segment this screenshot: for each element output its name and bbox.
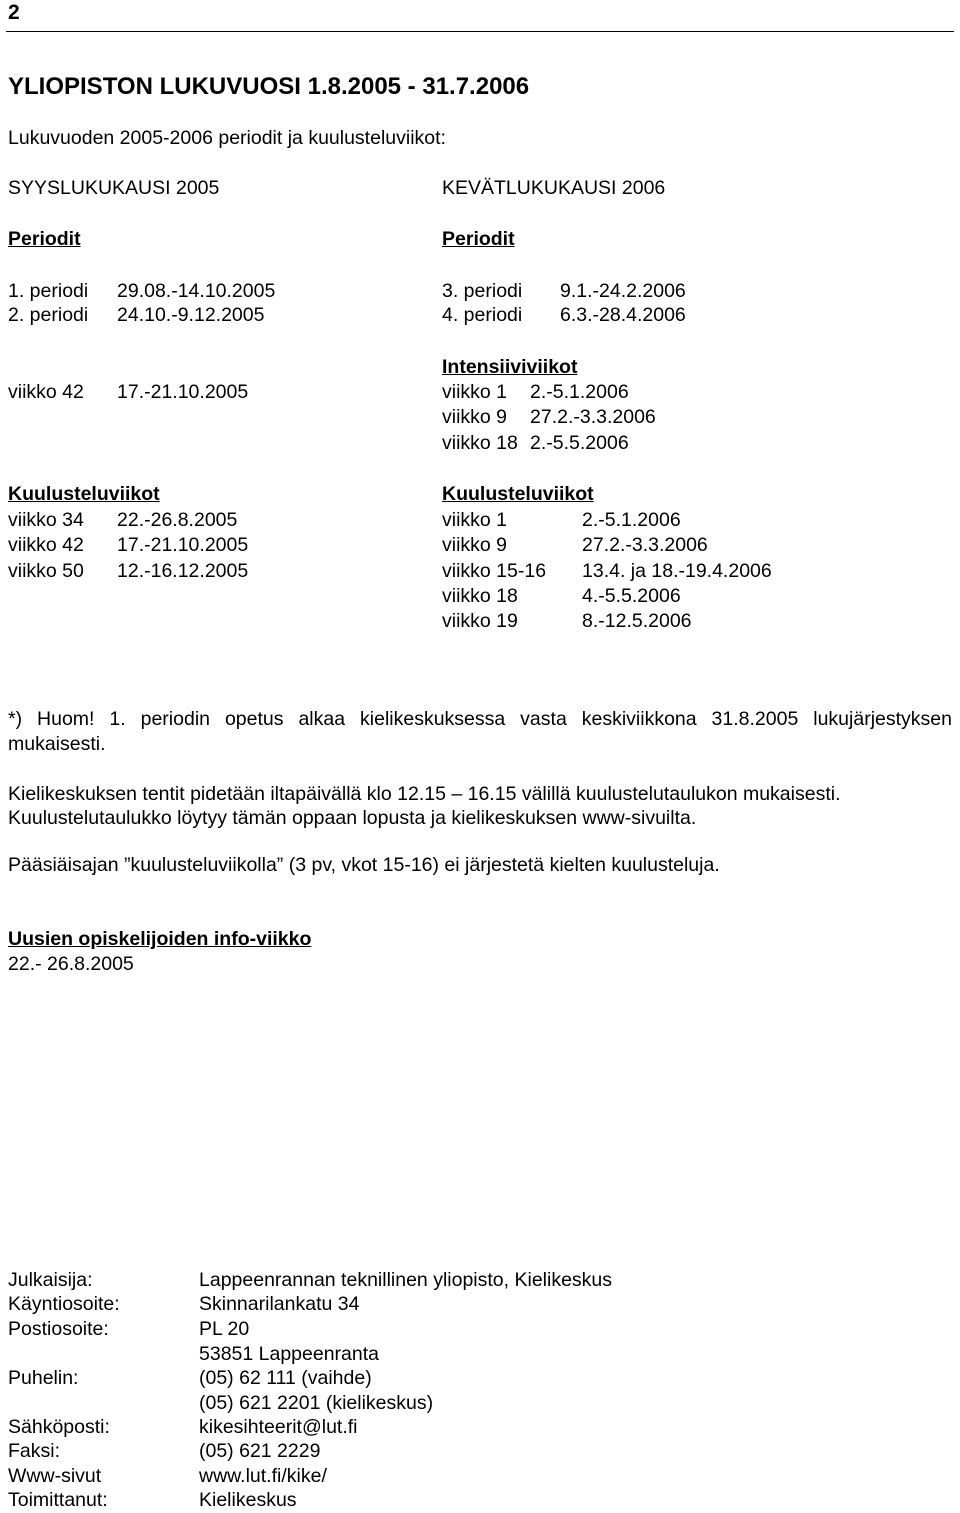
page-number: 2 xyxy=(8,1,20,24)
intensive-week: viikko 1 xyxy=(442,381,508,403)
publisher-label: Julkaisija: xyxy=(8,1269,93,1291)
note-huom: *) Huom! 1. periodin opetus alkaa kielikeskuksessa vasta keskiviikkona 31.8.2005 lukujärjestyksen mukaisesti. xyxy=(8,708,952,755)
spring-exam-weeks-heading: Kuulusteluviikot xyxy=(442,483,594,505)
note-exam-times: Kielikeskuksen tentit pidetään iltapäivällä klo 12.15 – 16.15 välillä kuulustelutaulukon mukaisesti. xyxy=(8,783,841,805)
phone-label: Puhelin: xyxy=(8,1367,79,1389)
editor-value: Kielikeskus xyxy=(199,1489,297,1511)
intensive-week: viikko 42 xyxy=(8,381,84,403)
intensive-week-dates: 27.2.-3.3.2006 xyxy=(530,406,656,428)
info-week-heading: Uusien opiskelijoiden info-viikko xyxy=(8,928,312,950)
info-week-dates: 22.- 26.8.2005 xyxy=(8,953,134,975)
exam-week: viikko 18 xyxy=(442,585,518,607)
phone-value-language-centre: (05) 621 2201 (kielikeskus) xyxy=(199,1392,434,1414)
autumn-semester-heading: SYYSLUKUKAUSI 2005 xyxy=(8,177,220,199)
document-subtitle: Lukuvuoden 2005-2006 periodit ja kuulusteluviikot: xyxy=(8,127,446,149)
period-dates: 9.1.-24.2.2006 xyxy=(560,280,686,302)
website-label: Www-sivut xyxy=(8,1465,102,1487)
exam-week-dates: 22.-26.8.2005 xyxy=(117,509,238,531)
editor-label: Toimittanut: xyxy=(8,1489,108,1511)
exam-week: viikko 34 xyxy=(8,509,84,531)
spring-semester-heading: KEVÄTLUKUKAUSI 2006 xyxy=(442,177,666,199)
exam-week: viikko 50 xyxy=(8,560,84,582)
intensive-week-dates: 17.-21.10.2005 xyxy=(117,381,249,403)
intensive-week-dates: 2.-5.5.2006 xyxy=(530,432,629,454)
fax-value: (05) 621 2229 xyxy=(199,1440,321,1462)
publisher-value: Lappeenrannan teknillinen yliopisto, Kielikeskus xyxy=(199,1269,613,1291)
postal-address-label: Postiosoite: xyxy=(8,1318,109,1340)
fax-label: Faksi: xyxy=(8,1440,61,1462)
period-name: 1. periodi xyxy=(8,280,89,302)
intensive-week-dates: 2.-5.1.2006 xyxy=(530,381,629,403)
postal-address-city: 53851 Lappeenranta xyxy=(199,1343,380,1365)
website-value: www.lut.fi/kike/ xyxy=(199,1465,327,1487)
exam-week-dates: 4.-5.5.2006 xyxy=(582,585,681,607)
note-easter: Pääsiäisajan ”kuulusteluviikolla” (3 pv, vkot 15-16) ei järjestetä kielten kuulusteluja. xyxy=(8,854,720,876)
exam-week-dates: 8.-12.5.2006 xyxy=(582,610,692,632)
autumn-exam-weeks-heading: Kuulusteluviikot xyxy=(8,483,160,505)
document-title: YLIOPISTON LUKUVUOSI 1.8.2005 - 31.7.2006 xyxy=(8,73,530,100)
exam-week: viikko 19 xyxy=(442,610,518,632)
exam-week: viikko 1 xyxy=(442,509,508,531)
intensive-week: viikko 9 xyxy=(442,406,508,428)
header-divider xyxy=(6,31,954,32)
exam-week-dates: 13.4. ja 18.-19.4.2006 xyxy=(582,560,772,582)
exam-week-dates: 2.-5.1.2006 xyxy=(582,509,681,531)
phone-value-switchboard: (05) 62 111 (vaihde) xyxy=(199,1367,372,1389)
intensive-weeks-heading: Intensiiviviikot xyxy=(442,356,578,378)
visiting-address-value: Skinnarilankatu 34 xyxy=(199,1293,360,1315)
intensive-week: viikko 18 xyxy=(442,432,518,454)
exam-week: viikko 9 xyxy=(442,534,508,556)
spring-periods-heading: Periodit xyxy=(442,228,515,250)
email-value: kikesihteerit@lut.fi xyxy=(199,1416,358,1438)
email-label: Sähköposti: xyxy=(8,1416,110,1438)
period-name: 2. periodi xyxy=(8,304,89,326)
period-dates: 24.10.-9.12.2005 xyxy=(117,304,265,326)
period-dates: 6.3.-28.4.2006 xyxy=(560,304,686,326)
exam-week-dates: 17.-21.10.2005 xyxy=(117,534,249,556)
period-dates: 29.08.-14.10.2005 xyxy=(117,280,276,302)
exam-week-dates: 12.-16.12.2005 xyxy=(117,560,249,582)
exam-week: viikko 15-16 xyxy=(442,560,547,582)
visiting-address-label: Käyntiosoite: xyxy=(8,1293,120,1315)
note-exam-table: Kuulustelutaulukko löytyy tämän oppaan lopusta ja kielikeskuksen www-sivuilta. xyxy=(8,807,697,829)
period-name: 4. periodi xyxy=(442,304,523,326)
postal-address-value: PL 20 xyxy=(199,1318,250,1340)
exam-week: viikko 42 xyxy=(8,534,84,556)
autumn-periods-heading: Periodit xyxy=(8,228,81,250)
period-name: 3. periodi xyxy=(442,280,523,302)
exam-week-dates: 27.2.-3.3.2006 xyxy=(582,534,708,556)
